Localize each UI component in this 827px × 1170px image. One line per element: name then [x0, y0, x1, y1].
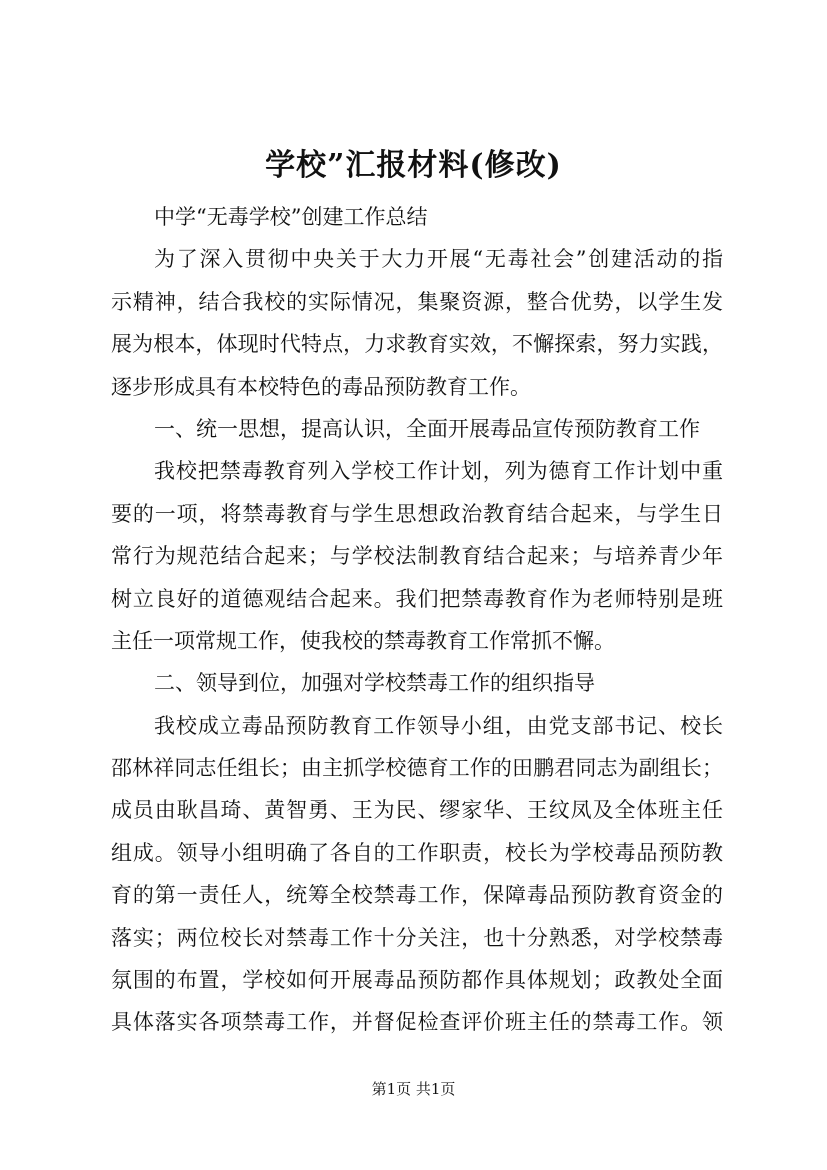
document-title: 学校”汇报材料(修改) [265, 148, 562, 183]
text-line: 我校成立毒品预防教育工作领导小组，由党支部书记、校长 [154, 713, 723, 738]
document-body [111, 196, 723, 1044]
text-line: 具体落实各项禁毒工作，并督促检查评价班主任的禁毒工作。领 [111, 1010, 723, 1035]
text-line: 落实；两位校长对禁毒工作十分关注，也十分熟悉，对学校禁毒 [111, 925, 723, 950]
text-line: 为了深入贯彻中央关于大力开展“无毒社会”创建活动的指 [154, 247, 723, 272]
text-line: 树立良好的道德观结合起来。我们把禁毒教育作为老师特别是班 [111, 586, 723, 611]
text-line: 氛围的布置，学校如何开展毒品预防都作具体规划；政教处全面 [111, 968, 723, 993]
text-line: 组成。领导小组明确了各自的工作职责，校长为学校毒品预防教 [111, 840, 723, 865]
text-line: 二、领导到位，加强对学校禁毒工作的组织指导 [154, 671, 595, 696]
text-line: 主任一项常规工作，使我校的禁毒教育工作常抓不懈。 [111, 628, 615, 653]
text-line: 成员由耿昌琦、黄智勇、王为民、缪家华、王纹凤及全体班主任 [111, 798, 723, 823]
text-line: 邵林祥同志任组长；由主抓学校德育工作的田鹏君同志为副组长； [111, 756, 723, 781]
text-line: 常行为规范结合起来；与学校法制教育结合起来；与培养青少年 [111, 544, 723, 569]
text-line: 我校把禁毒教育列入学校工作计划，列为德育工作计划中重 [154, 459, 723, 484]
text-line: 展为根本，体现时代特点，力求教育实效，不懈探索，努力实践， [111, 332, 723, 357]
page-footer: 第1页 共1页 [371, 1080, 456, 1098]
text-line: 一、统一思想，提高认识，全面开展毒品宣传预防教育工作 [154, 416, 700, 441]
text-line: 育的第一责任人，统筹全校禁毒工作，保障毒品预防教育资金的 [111, 883, 723, 908]
text-line: 中学“无毒学校”创建工作总结 [154, 205, 428, 229]
text-line: 要的一项，将禁毒教育与学生思想政治教育结合起来，与学生日 [111, 501, 723, 526]
text-line: 逐步形成具有本校特色的毒品预防教育工作。 [111, 374, 531, 399]
text-line: 示精神，结合我校的实际情况，集聚资源，整合优势，以学生发 [111, 289, 723, 314]
